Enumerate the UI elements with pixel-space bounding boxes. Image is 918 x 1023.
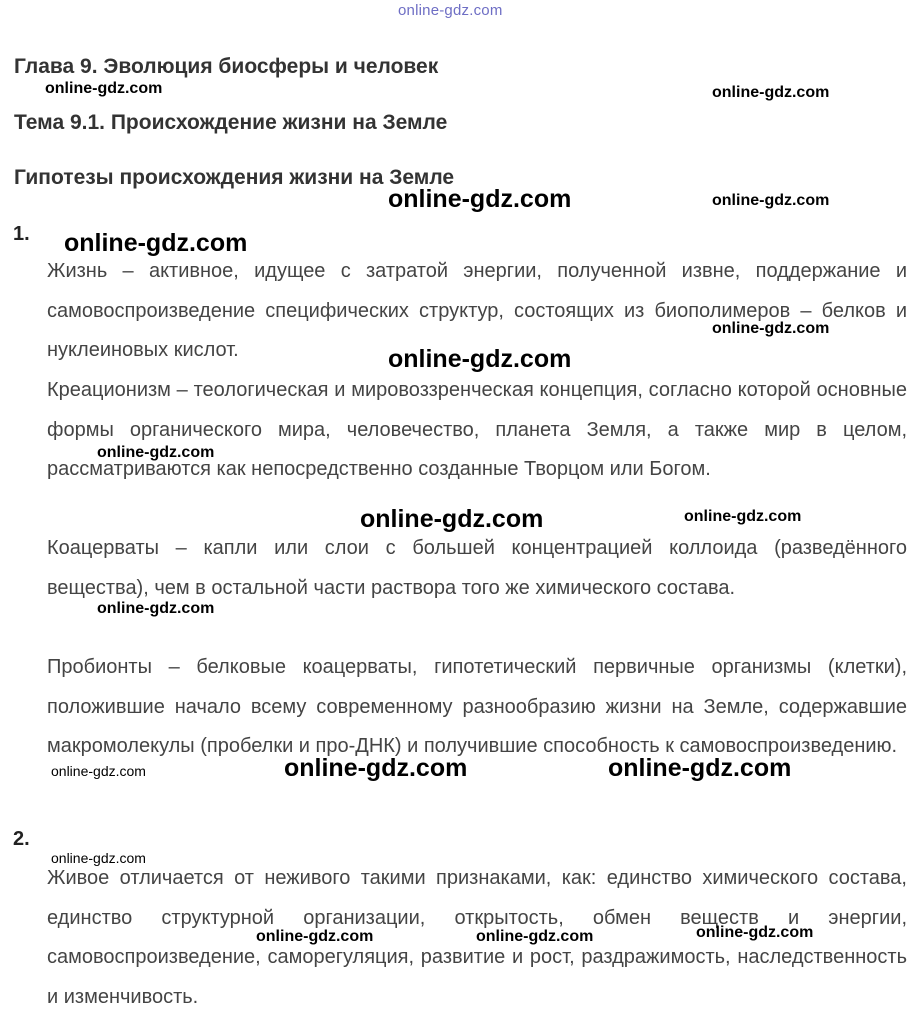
watermark: online-gdz.com — [388, 345, 572, 373]
chapter-title: Глава 9. Эволюция биосферы и человек — [14, 55, 439, 78]
watermark: online-gdz.com — [696, 924, 814, 941]
watermark: online-gdz.com — [284, 754, 468, 782]
topic-title: Тема 9.1. Происхождение жизни на Земле — [14, 111, 448, 134]
watermark: online-gdz.com — [388, 185, 572, 213]
watermark: online-gdz.com — [712, 320, 830, 337]
watermark: online-gdz.com — [51, 850, 146, 866]
watermark: online-gdz.com — [51, 763, 146, 779]
watermark: online-gdz.com — [476, 928, 594, 945]
watermark: online-gdz.com — [97, 600, 215, 617]
section-title: Гипотезы происхождения жизни на Земле — [14, 166, 455, 189]
watermark: online-gdz.com — [712, 84, 830, 101]
task-number: 2. — [13, 828, 30, 850]
watermark: online-gdz.com — [97, 444, 215, 461]
watermark: online-gdz.com — [64, 229, 248, 257]
definition-probionts: Пробионты – белковые коацерваты, гипотетический первичные организмы (клетки), положившие начало всему современному разнообразию жизни на Земле, содержавшие макромолекулы (пробелки и про-ДНК) и получившие способность к самовоспроизведению. — [47, 656, 907, 758]
definition-creationism: Креационизм – теологическая и мировоззренческая концепция, согласно которой основные формы органического мира, человечество, планета Земля, а также мир в целом, рассматриваются как непосредственно созданные Творцом или Богом. — [47, 379, 907, 481]
watermark: online-gdz.com — [256, 928, 374, 945]
task-number: 1. — [13, 223, 30, 245]
watermark: online-gdz.com — [684, 508, 802, 525]
watermark: online-gdz.com — [608, 754, 792, 782]
site-watermark: online-gdz.com — [398, 2, 503, 19]
definition-coacervates: Коацерваты – капли или слои с большей концентрацией коллоида (разведённого вещества), чем в остальной части раствора того же химического состава. — [47, 537, 907, 599]
answer-living-features: Живое отличается от неживого такими признаками, как: единство химического состава, единство структурной организации, открытость, обмен веществ и энергии, самовоспроизведение, саморегуляция, развитие и рост, раздражимость, наследственность и изменчивость. — [47, 867, 907, 1009]
definition-life: Жизнь – активное, идущее с затратой энергии, полученной извне, поддержание и самовоспроизведение специфических структур, состоящих из биополимеров – белков и нуклеиновых кислот. — [47, 260, 907, 362]
watermark: online-gdz.com — [360, 505, 544, 533]
watermark: online-gdz.com — [45, 80, 163, 97]
watermark: online-gdz.com — [712, 192, 830, 209]
